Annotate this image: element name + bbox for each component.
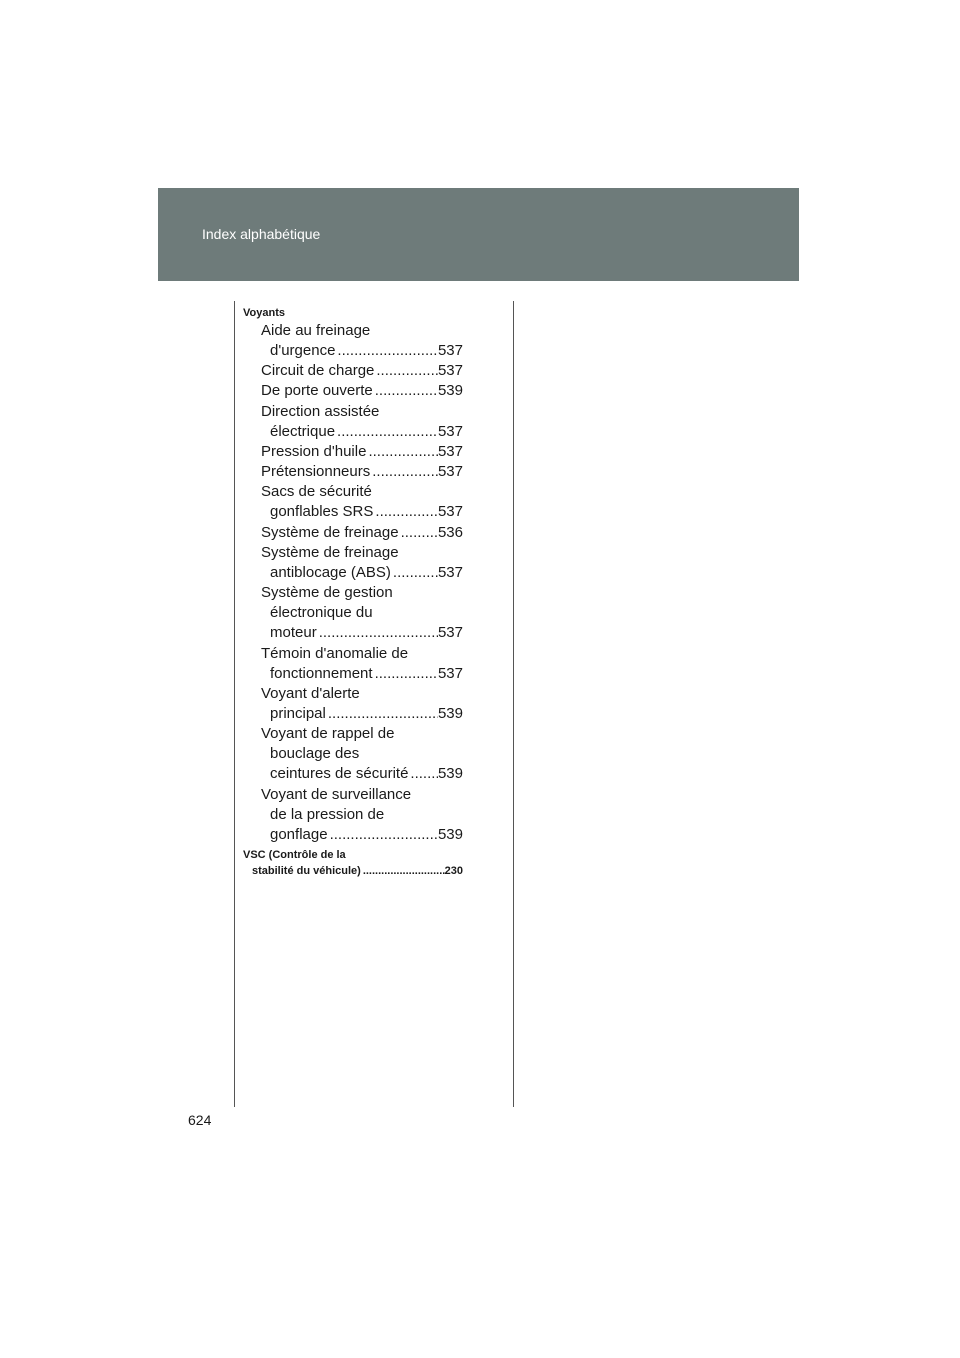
dot-leader	[328, 825, 438, 845]
index-entry	[243, 583, 463, 643]
dot-leader	[326, 704, 438, 724]
index-entry-line	[243, 462, 463, 482]
index-entry-line	[243, 623, 463, 643]
index-entry-page: 537	[437, 624, 463, 642]
index-entry-line	[243, 847, 463, 863]
dot-leader	[335, 422, 438, 442]
dot-leader	[373, 664, 438, 684]
index-entry-text: Direction assistée	[261, 402, 380, 420]
index-entry-text: Circuit de charge	[261, 362, 375, 380]
index-entry-page: 539	[437, 382, 463, 400]
index-entry-line	[243, 402, 463, 422]
index-entry-page: 537	[437, 503, 463, 521]
index-entry-text: principal	[270, 704, 326, 722]
index-entry-line	[243, 863, 463, 879]
index-entry-text: VSC (Contrôle de la	[243, 849, 346, 862]
index-entry-text: Sacs de sécurité	[261, 483, 372, 501]
index-entries	[243, 321, 463, 845]
index-entry-text: Voyant de surveillance	[261, 785, 412, 803]
index-entry-text: électrique	[270, 422, 336, 440]
index-entry-text: Témoin d'anomalie de	[261, 644, 409, 662]
page-header	[158, 188, 799, 281]
index-entry-line	[243, 482, 463, 502]
index-entry	[243, 785, 463, 845]
index-entry-line	[243, 684, 463, 704]
index-heading: Voyants	[243, 307, 285, 319]
header-title: Index alphabétique	[202, 226, 321, 242]
index-entry-line	[243, 764, 463, 784]
index-entry-line	[243, 644, 463, 664]
index-entry-line	[243, 422, 463, 442]
index-entry-text: ceintures de sécurité	[270, 765, 409, 783]
index-entry-text: Système de freinage	[261, 523, 399, 541]
index-entry-line	[243, 724, 463, 744]
index-entry-line	[243, 805, 463, 825]
index-entry-line	[243, 502, 463, 522]
index-entry	[243, 724, 463, 784]
index-entry-line	[243, 583, 463, 603]
index-entry-line	[243, 563, 463, 583]
index-entry-line	[243, 543, 463, 563]
index-entry	[243, 644, 463, 684]
index-entry-page: 537	[437, 362, 463, 380]
index-entry-text: électronique du	[270, 604, 373, 622]
index-entry-text: Prétensionneurs	[261, 463, 371, 481]
index-entry-page: 539	[437, 825, 463, 843]
index-entry-page: 537	[437, 563, 463, 581]
dot-leader	[374, 361, 438, 381]
index-entry-text: d'urgence	[270, 342, 336, 360]
index-entry-line	[243, 704, 463, 724]
index-entry-line	[243, 361, 463, 381]
index-entry-page: 537	[437, 442, 463, 460]
index-entry-text: Aide au freinage	[261, 322, 371, 339]
index-entry-line	[243, 664, 463, 684]
page-number: 624	[188, 1112, 212, 1128]
index-entry-text: Pression d'huile	[261, 442, 367, 460]
index-entry	[243, 684, 463, 724]
column-divider-right	[513, 301, 514, 1107]
index-entry-text: fonctionnement	[270, 664, 373, 682]
index-entry-text: De porte ouverte	[261, 382, 373, 400]
index-entry	[243, 381, 463, 401]
index-entry-line	[243, 785, 463, 805]
index-entry-page: 230	[444, 865, 463, 878]
index-entry-text: de la pression de	[270, 805, 385, 823]
dot-leader	[361, 863, 445, 879]
index-entry-line	[243, 825, 463, 845]
index-entry-page: 536	[437, 523, 463, 541]
index-entry-page: 537	[437, 463, 463, 481]
index-entry-text: moteur	[270, 624, 317, 642]
index-entry-line	[243, 523, 463, 543]
index-entry-text: Voyant d'alerte	[261, 684, 360, 702]
dot-leader	[373, 502, 438, 522]
index-entry-line	[243, 442, 463, 462]
index-entry-text: gonflables SRS	[270, 503, 374, 521]
index-entry-text: gonflage	[270, 825, 328, 843]
index-entry	[243, 543, 463, 583]
index-entry	[243, 361, 463, 381]
index-column	[243, 306, 463, 879]
index-entry-text: Système de freinage	[261, 543, 399, 561]
index-entry-page: 537	[437, 342, 463, 360]
dot-leader	[399, 523, 438, 543]
index-entry-text: Voyant de rappel de	[261, 725, 395, 743]
index-entry	[243, 523, 463, 543]
dot-leader	[370, 462, 438, 482]
index-entry-text: stabilité du véhicule)	[252, 865, 361, 878]
index-entry-page: 539	[437, 704, 463, 722]
index-entry-line	[243, 381, 463, 401]
dot-leader	[366, 442, 438, 462]
dot-leader	[391, 563, 438, 583]
index-entry-line	[243, 744, 463, 764]
index-entry	[243, 402, 463, 442]
index-entry-vsc	[243, 847, 463, 879]
index-entry	[243, 462, 463, 482]
index-entry	[243, 482, 463, 522]
index-entry-text: Système de gestion	[261, 584, 393, 602]
dot-leader	[317, 623, 438, 643]
index-entry-page: 539	[437, 765, 463, 783]
dot-leader	[373, 381, 438, 401]
dot-leader	[335, 341, 438, 361]
index-entry-text: antiblocage (ABS)	[270, 563, 391, 581]
index-entry-page: 537	[437, 422, 463, 440]
index-entry-text: bouclage des	[270, 745, 360, 763]
column-divider-left	[234, 301, 235, 1107]
index-entry-line	[243, 321, 463, 341]
index-entry-line	[243, 341, 463, 361]
index-entry	[243, 321, 463, 361]
index-entry-page: 537	[437, 664, 463, 682]
dot-leader	[408, 764, 438, 784]
index-entry	[243, 442, 463, 462]
index-entry-line	[243, 603, 463, 623]
